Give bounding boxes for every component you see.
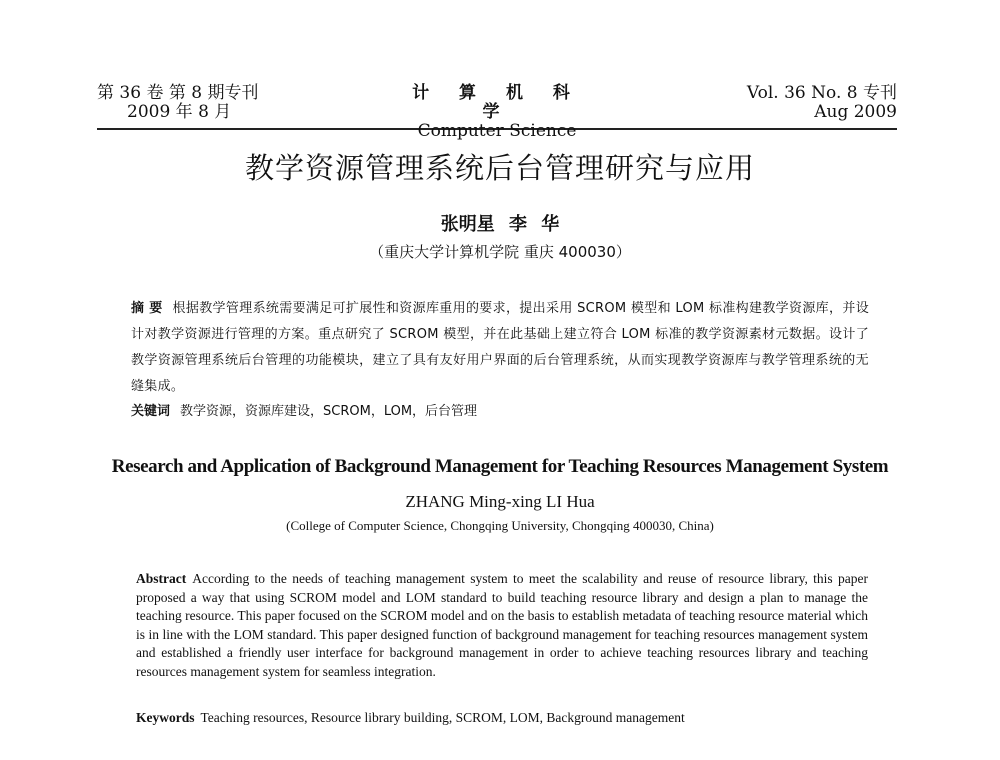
authors-cn: 张明星 李 华	[440, 214, 560, 235]
affiliation-cn: （重庆大学计算机学院 重庆 400030）	[369, 243, 631, 261]
keywords-en-label: Keywords	[136, 710, 195, 725]
journal-name-en: Computer Science	[417, 121, 577, 141]
keywords-en	[136, 709, 868, 727]
paper-title-en: Research and Application of Background Management for Teaching Resources Management System	[111, 456, 889, 477]
abstract-en-text: According to the needs of teaching management system to meet the scalability and reuse of resource library, this paper proposed a way that using SCROM model and LOM standard to build teaching resource library and design a plan to manage the teaching resource. This paper focused on the SCROM model and on the basis to establish metadata of teaching resource material which is in line with the LOM standard. This paper designed function of background management for teaching resources management system and established a friendly user interface for background management in order to achieve teaching resources library and teaching resources management system for seamless integration.	[136, 571, 868, 679]
journal-name	[397, 84, 597, 141]
keywords-cn	[131, 401, 869, 423]
volume-issue-en: Vol. 36 No. 8 专刊	[746, 83, 897, 103]
publication-date-en: Aug 2009	[814, 102, 897, 122]
volume-info	[97, 84, 258, 122]
authors-en: ZHANG Ming-xing LI Hua	[405, 492, 595, 511]
journal-name-cn: 计 算 机 科 学	[412, 83, 582, 122]
abstract-cn	[131, 296, 869, 400]
publication-date-cn: 2009 年 8 月	[127, 102, 232, 122]
volume-info-en	[747, 84, 897, 122]
keywords-cn-text: 教学资源，资源库建设，SCROM，LOM，后台管理	[180, 404, 478, 419]
journal-header	[97, 82, 897, 141]
paper-title-cn: 教学资源管理系统后台管理研究与应用	[244, 151, 755, 185]
abstract-en	[136, 570, 868, 681]
keywords-cn-label: 关键词	[131, 404, 171, 419]
keywords-en-text: Teaching resources, Resource library building, SCROM, LOM, Background management	[200, 710, 685, 725]
abstract-cn-label: 摘 要	[131, 301, 163, 316]
abstract-cn-text: 根据教学管理系统需要满足可扩展性和资源库重用的要求，提出采用 SCROM 模型和 LOM 标准构建教学资源库，并设计对教学资源进行管理的方案。重点研究了 SCROM 模型，并在此基础上建立符合 LOM 标准的教学资源素材元数据。设计了教学资源管理系统后台管理的功能模块，建立了具有友好用户界面的后台管理系统，从而实现教学资源库与教学管理系统的无缝集成。	[131, 301, 869, 394]
abstract-en-label: Abstract	[136, 571, 187, 586]
volume-issue: 第 36 卷 第 8 期专刊	[97, 83, 259, 103]
affiliation-en: (College of Computer Science, Chongqing University, Chongqing 400030, China)	[286, 518, 714, 533]
